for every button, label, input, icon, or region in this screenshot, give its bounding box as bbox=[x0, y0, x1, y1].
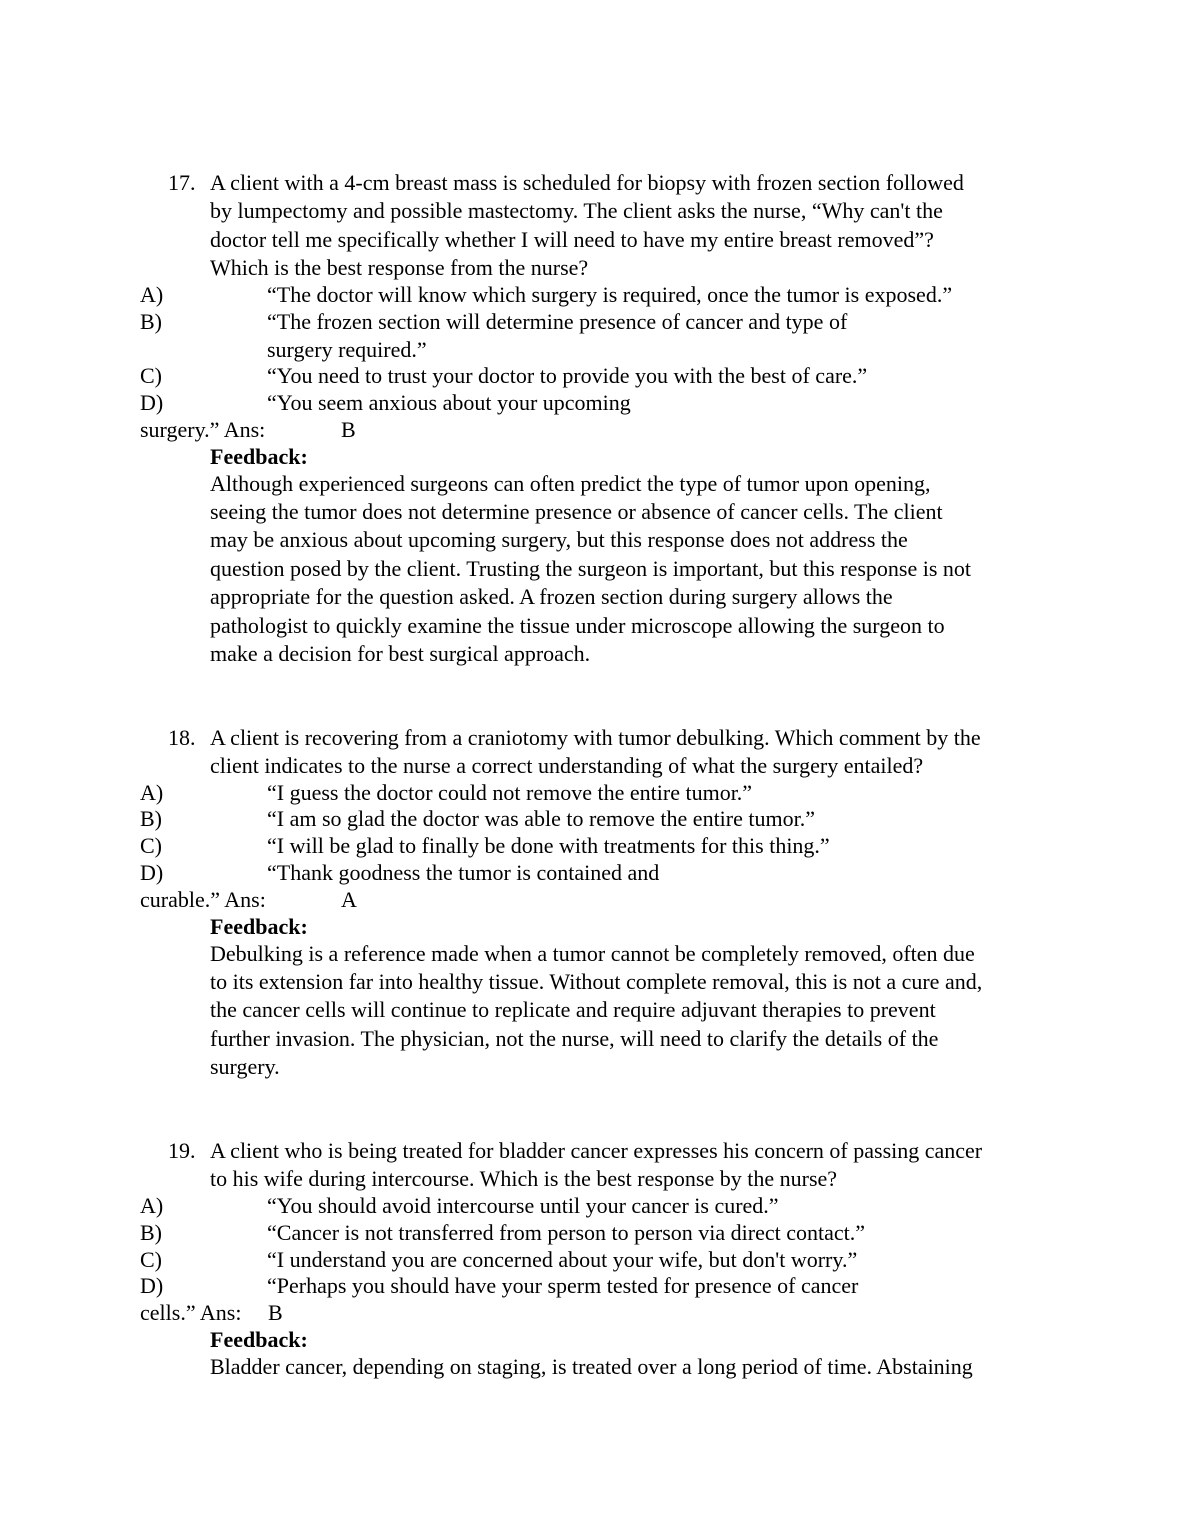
feedback-heading: Feedback: bbox=[210, 914, 308, 939]
option-letter: B) bbox=[140, 1220, 162, 1245]
option-text: “You need to trust your doctor to provide you with the best of care.” bbox=[267, 363, 868, 388]
feedback-line: Although experienced surgeons can often predict the type of tumor upon opening, bbox=[210, 471, 931, 496]
feedback-line: Bladder cancer, depending on staging, is treated over a long period of time. Abstaining bbox=[210, 1354, 973, 1379]
option-text: “Perhaps you should have your sperm tested for presence of cancer bbox=[267, 1273, 859, 1298]
question-stem-line: A client with a 4-cm breast mass is scheduled for biopsy with frozen section followed bbox=[210, 170, 964, 195]
option-text: “The frozen section will determine presence of cancer and type of bbox=[267, 309, 848, 334]
question-stem-line: A client who is being treated for bladder cancer expresses his concern of passing cancer bbox=[210, 1138, 983, 1163]
option-letter: B) bbox=[140, 309, 162, 334]
option-letter: A) bbox=[140, 1193, 164, 1218]
feedback-line: to its extension far into healthy tissue. Without complete removal, this is not a cure and, bbox=[210, 969, 983, 994]
question-stem-line: A client is recovering from a craniotomy with tumor debulking. Which comment by the bbox=[210, 725, 981, 750]
option-text: “You should avoid intercourse until your cancer is cured.” bbox=[267, 1193, 779, 1218]
option-text: “I will be glad to finally be done with treatments for this thing.” bbox=[267, 833, 830, 858]
feedback-line: question posed by the client. Trusting the surgeon is important, but this response is not bbox=[210, 556, 972, 581]
option-letter: D) bbox=[140, 390, 164, 415]
question-stem-line: doctor tell me specifically whether I will need to have my entire breast removed”? bbox=[210, 227, 934, 252]
question-stem-line: by lumpectomy and possible mastectomy. The client asks the nurse, “Why can't the bbox=[210, 198, 943, 223]
question-stem-line: Which is the best response from the nurse? bbox=[210, 255, 589, 280]
option-text: “Cancer is not transferred from person to person via direct contact.” bbox=[267, 1220, 866, 1245]
question-number: 17. bbox=[168, 170, 196, 195]
option-text: “The doctor will know which surgery is required, once the tumor is exposed.” bbox=[267, 282, 953, 307]
answer-value: A bbox=[341, 887, 357, 912]
question-number: 18. bbox=[168, 725, 196, 750]
option-letter: A) bbox=[140, 780, 164, 805]
option-letter: D) bbox=[140, 1273, 164, 1298]
feedback-heading: Feedback: bbox=[210, 1327, 308, 1352]
feedback-line: appropriate for the question asked. A frozen section during surgery allows the bbox=[210, 584, 893, 609]
question-stem-line: to his wife during intercourse. Which is the best response by the nurse? bbox=[210, 1166, 838, 1191]
option-text: “You seem anxious about your upcoming bbox=[267, 390, 631, 415]
feedback-line: may be anxious about upcoming surgery, but this response does not address the bbox=[210, 527, 908, 552]
answer-value: B bbox=[268, 1300, 283, 1325]
feedback-line: further invasion. The physician, not the nurse, will need to clarify the details of the bbox=[210, 1026, 939, 1051]
option-text: “I understand you are concerned about your wife, but don't worry.” bbox=[267, 1247, 858, 1272]
option-tail: cells.” Ans: bbox=[140, 1300, 242, 1325]
option-text: “I am so glad the doctor was able to remove the entire tumor.” bbox=[267, 806, 815, 831]
option-letter: C) bbox=[140, 1247, 162, 1272]
feedback-line: seeing the tumor does not determine presence or absence of cancer cells. The client bbox=[210, 499, 943, 524]
option-letter: C) bbox=[140, 833, 162, 858]
option-text: surgery required.” bbox=[267, 337, 427, 362]
feedback-line: surgery. bbox=[210, 1054, 280, 1079]
option-text: “Thank goodness the tumor is contained and bbox=[267, 860, 660, 885]
option-letter: B) bbox=[140, 806, 162, 831]
option-tail: surgery.” Ans: bbox=[140, 417, 266, 442]
question-number: 19. bbox=[168, 1138, 196, 1163]
feedback-line: Debulking is a reference made when a tumor cannot be completely removed, often due bbox=[210, 941, 975, 966]
option-text: “I guess the doctor could not remove the entire tumor.” bbox=[267, 780, 753, 805]
feedback-line: the cancer cells will continue to replicate and require adjuvant therapies to prevent bbox=[210, 997, 936, 1022]
option-letter: A) bbox=[140, 282, 164, 307]
question-stem-line: client indicates to the nurse a correct understanding of what the surgery entailed? bbox=[210, 753, 924, 778]
feedback-heading: Feedback: bbox=[210, 444, 308, 469]
feedback-line: pathologist to quickly examine the tissue under microscope allowing the surgeon to bbox=[210, 613, 945, 638]
option-letter: C) bbox=[140, 363, 162, 388]
feedback-line: make a decision for best surgical approach. bbox=[210, 641, 591, 666]
option-tail: curable.” Ans: bbox=[140, 887, 266, 912]
option-letter: D) bbox=[140, 860, 164, 885]
answer-value: B bbox=[341, 417, 356, 442]
